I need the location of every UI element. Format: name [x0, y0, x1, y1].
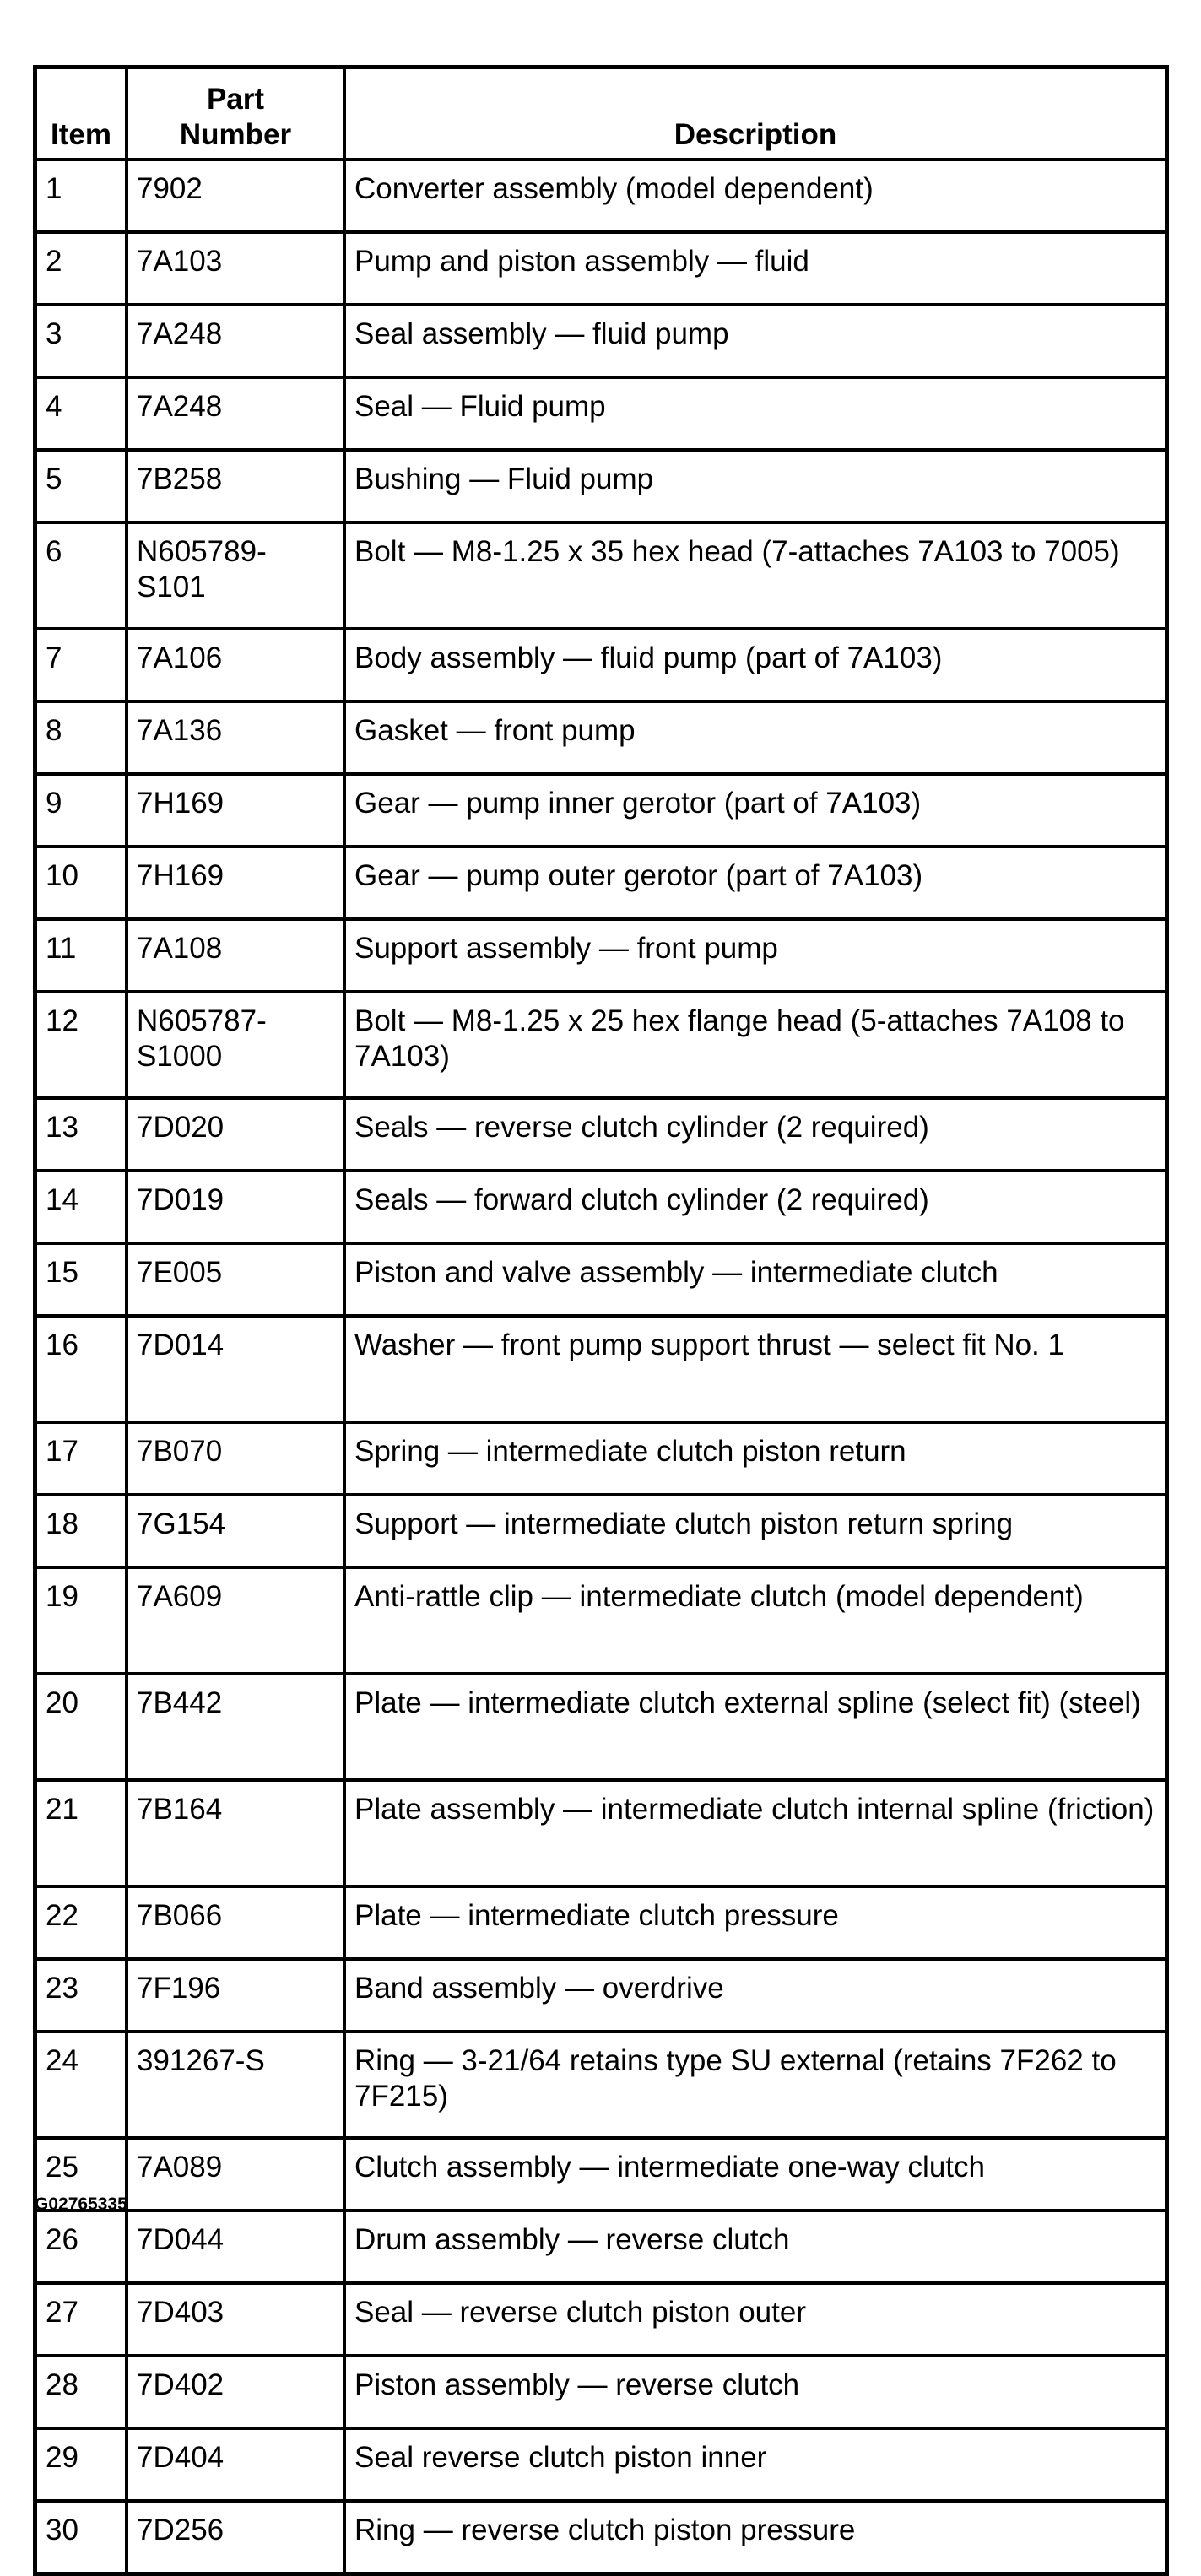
table-row: [37, 703, 1165, 776]
cell-description: Piston and valve assembly — intermediate clutch: [346, 1245, 1165, 1318]
cell-part-number: 7B070: [128, 1424, 346, 1496]
table-row: [37, 1961, 1165, 2033]
header-item: [37, 69, 128, 161]
cell-part-number: 7B442: [128, 1675, 346, 1782]
cell-item: 9: [37, 776, 128, 848]
cell-description: Gear — pump outer gerotor (part of 7A103): [346, 848, 1165, 921]
cell-description: Washer — front pump support thrust — select fit No. 1: [346, 1318, 1165, 1424]
cell-item: 24: [37, 2033, 128, 2140]
header-part-line2: Number: [179, 118, 292, 151]
cell-part-number: N605787-S1000: [128, 993, 346, 1100]
cell-part-number: 7G154: [128, 1496, 346, 1569]
cell-description: Seal — reverse clutch piston outer: [346, 2285, 1165, 2357]
table-row: [37, 1245, 1165, 1318]
cell-item: 14: [37, 1172, 128, 1245]
cell-part-number: 7D403: [128, 2285, 346, 2357]
table-row: [37, 993, 1165, 1100]
table-row: [37, 1318, 1165, 1424]
cell-description: Plate assembly — intermediate clutch internal spline (friction): [346, 1782, 1165, 1888]
cell-part-number: 7H169: [128, 848, 346, 921]
table-row: [37, 1100, 1165, 1172]
cell-description: Seals — reverse clutch cylinder (2 required): [346, 1100, 1165, 1172]
header-part-line1: Part: [206, 83, 265, 116]
cell-item: 22: [37, 1888, 128, 1961]
cell-item: 30: [37, 2503, 128, 2572]
cell-item: 4: [37, 379, 128, 452]
cell-part-number: 7A248: [128, 379, 346, 452]
cell-description: Bolt — M8-1.25 x 25 hex flange head (5-attaches 7A108 to 7A103): [346, 993, 1165, 1100]
table-row: [37, 2285, 1165, 2357]
cell-part-number: 7A089: [128, 2140, 346, 2212]
header-description: [346, 69, 1165, 161]
cell-part-number: 7H169: [128, 776, 346, 848]
cell-item: 26: [37, 2212, 128, 2285]
cell-description: Band assembly — overdrive: [346, 1961, 1165, 2033]
cell-description: Seal reverse clutch piston inner: [346, 2430, 1165, 2503]
cell-description: Converter assembly (model dependent): [346, 161, 1165, 234]
cell-part-number: 7A248: [128, 306, 346, 379]
cell-description: Seal assembly — fluid pump: [346, 306, 1165, 379]
cell-item: 2: [37, 234, 128, 306]
cell-description: Drum assembly — reverse clutch: [346, 2212, 1165, 2285]
header-description-label: Description: [674, 118, 837, 151]
cell-part-number: 7A136: [128, 703, 346, 776]
table-row: [37, 2503, 1165, 2572]
cell-part-number: 7D044: [128, 2212, 346, 2285]
table-row: [37, 161, 1165, 234]
cell-item: 12: [37, 993, 128, 1100]
cell-description: Ring — 3-21/64 retains type SU external (retains 7F262 to 7F215): [346, 2033, 1165, 2140]
figure-id: G02765335: [35, 2194, 127, 2214]
cell-part-number: 7D402: [128, 2357, 346, 2430]
cell-item: 13: [37, 1100, 128, 1172]
cell-part-number: 7A103: [128, 234, 346, 306]
table-header: [37, 69, 1165, 161]
table-row: [37, 379, 1165, 452]
table-row: [37, 306, 1165, 379]
cell-item: 28: [37, 2357, 128, 2430]
cell-description: Anti-rattle clip — intermediate clutch (model dependent): [346, 1569, 1165, 1675]
cell-part-number: 7E005: [128, 1245, 346, 1318]
table-row: [37, 848, 1165, 921]
cell-part-number: 7D019: [128, 1172, 346, 1245]
cell-description: Support — intermediate clutch piston return spring: [346, 1496, 1165, 1569]
header-row: [37, 69, 1165, 161]
cell-description: Clutch assembly — intermediate one-way clutch: [346, 2140, 1165, 2212]
cell-description: Plate — intermediate clutch pressure: [346, 1888, 1165, 1961]
table-row: [37, 524, 1165, 630]
parts-table: [33, 65, 1169, 2576]
header-part-number: [128, 69, 346, 161]
cell-item: 5: [37, 452, 128, 524]
table-row: [37, 2033, 1165, 2140]
table-row: [37, 921, 1165, 993]
cell-item: 25: [37, 2140, 128, 2212]
cell-part-number: 391267-S: [128, 2033, 346, 2140]
cell-description: Spring — intermediate clutch piston return: [346, 1424, 1165, 1496]
cell-item: 16: [37, 1318, 128, 1424]
cell-part-number: 7A108: [128, 921, 346, 993]
cell-part-number: 7D014: [128, 1318, 346, 1424]
cell-part-number: 7B066: [128, 1888, 346, 1961]
table-row: [37, 1172, 1165, 1245]
table-row: [37, 776, 1165, 848]
table-row: [37, 1888, 1165, 1961]
cell-item: 11: [37, 921, 128, 993]
table-row: [37, 1496, 1165, 1569]
table-row: [37, 1569, 1165, 1675]
cell-part-number: 7A609: [128, 1569, 346, 1675]
cell-part-number: 7B164: [128, 1782, 346, 1888]
cell-description: Bolt — M8-1.25 x 35 hex head (7-attaches 7A103 to 7005): [346, 524, 1165, 630]
cell-item: 29: [37, 2430, 128, 2503]
cell-description: Gear — pump inner gerotor (part of 7A103): [346, 776, 1165, 848]
cell-item: 7: [37, 630, 128, 703]
cell-item: 1: [37, 161, 128, 234]
cell-description: Bushing — Fluid pump: [346, 452, 1165, 524]
cell-item: 19: [37, 1569, 128, 1675]
table-row: [37, 630, 1165, 703]
table-row: [37, 2430, 1165, 2503]
cell-item: 17: [37, 1424, 128, 1496]
cell-description: Body assembly — fluid pump (part of 7A103): [346, 630, 1165, 703]
cell-part-number: 7D404: [128, 2430, 346, 2503]
cell-item: 23: [37, 1961, 128, 2033]
table-row: [37, 2357, 1165, 2430]
cell-description: Seals — forward clutch cylinder (2 required): [346, 1172, 1165, 1245]
cell-item: 18: [37, 1496, 128, 1569]
cell-part-number: 7F196: [128, 1961, 346, 2033]
table-row: [37, 1424, 1165, 1496]
cell-part-number: 7D020: [128, 1100, 346, 1172]
cell-item: 21: [37, 1782, 128, 1888]
cell-item: 15: [37, 1245, 128, 1318]
cell-description: Support assembly — front pump: [346, 921, 1165, 993]
cell-description: Pump and piston assembly — fluid: [346, 234, 1165, 306]
table-body: [37, 161, 1165, 2572]
cell-part-number: 7D256: [128, 2503, 346, 2572]
cell-description: Ring — reverse clutch piston pressure: [354, 2514, 856, 2546]
cell-part-number: 7A106: [128, 630, 346, 703]
cell-item: 6: [37, 524, 128, 630]
header-item-label: Item: [51, 118, 111, 151]
table-row: [37, 1675, 1165, 1782]
cell-item: 8: [37, 703, 128, 776]
cell-item: 20: [37, 1675, 128, 1782]
cell-description: Seal — Fluid pump: [346, 379, 1165, 452]
cell-description: Piston assembly — reverse clutch: [346, 2357, 1165, 2430]
cell-description: Gasket — front pump: [346, 703, 1165, 776]
cell-item: 27: [37, 2285, 128, 2357]
table-row: [37, 452, 1165, 524]
cell-part-number: 7902: [128, 161, 346, 234]
cell-part-number: 7B258: [128, 452, 346, 524]
cell-item: 10: [37, 848, 128, 921]
table-row: [37, 1782, 1165, 1888]
cell-part-number: N605789-S101: [128, 524, 346, 630]
cell-description: Plate — intermediate clutch external spline (select fit) (steel): [346, 1675, 1165, 1782]
table-row: [37, 2212, 1165, 2285]
table-row: [37, 2140, 1165, 2212]
cell-item: 3: [37, 306, 128, 379]
table-row: [37, 234, 1165, 306]
